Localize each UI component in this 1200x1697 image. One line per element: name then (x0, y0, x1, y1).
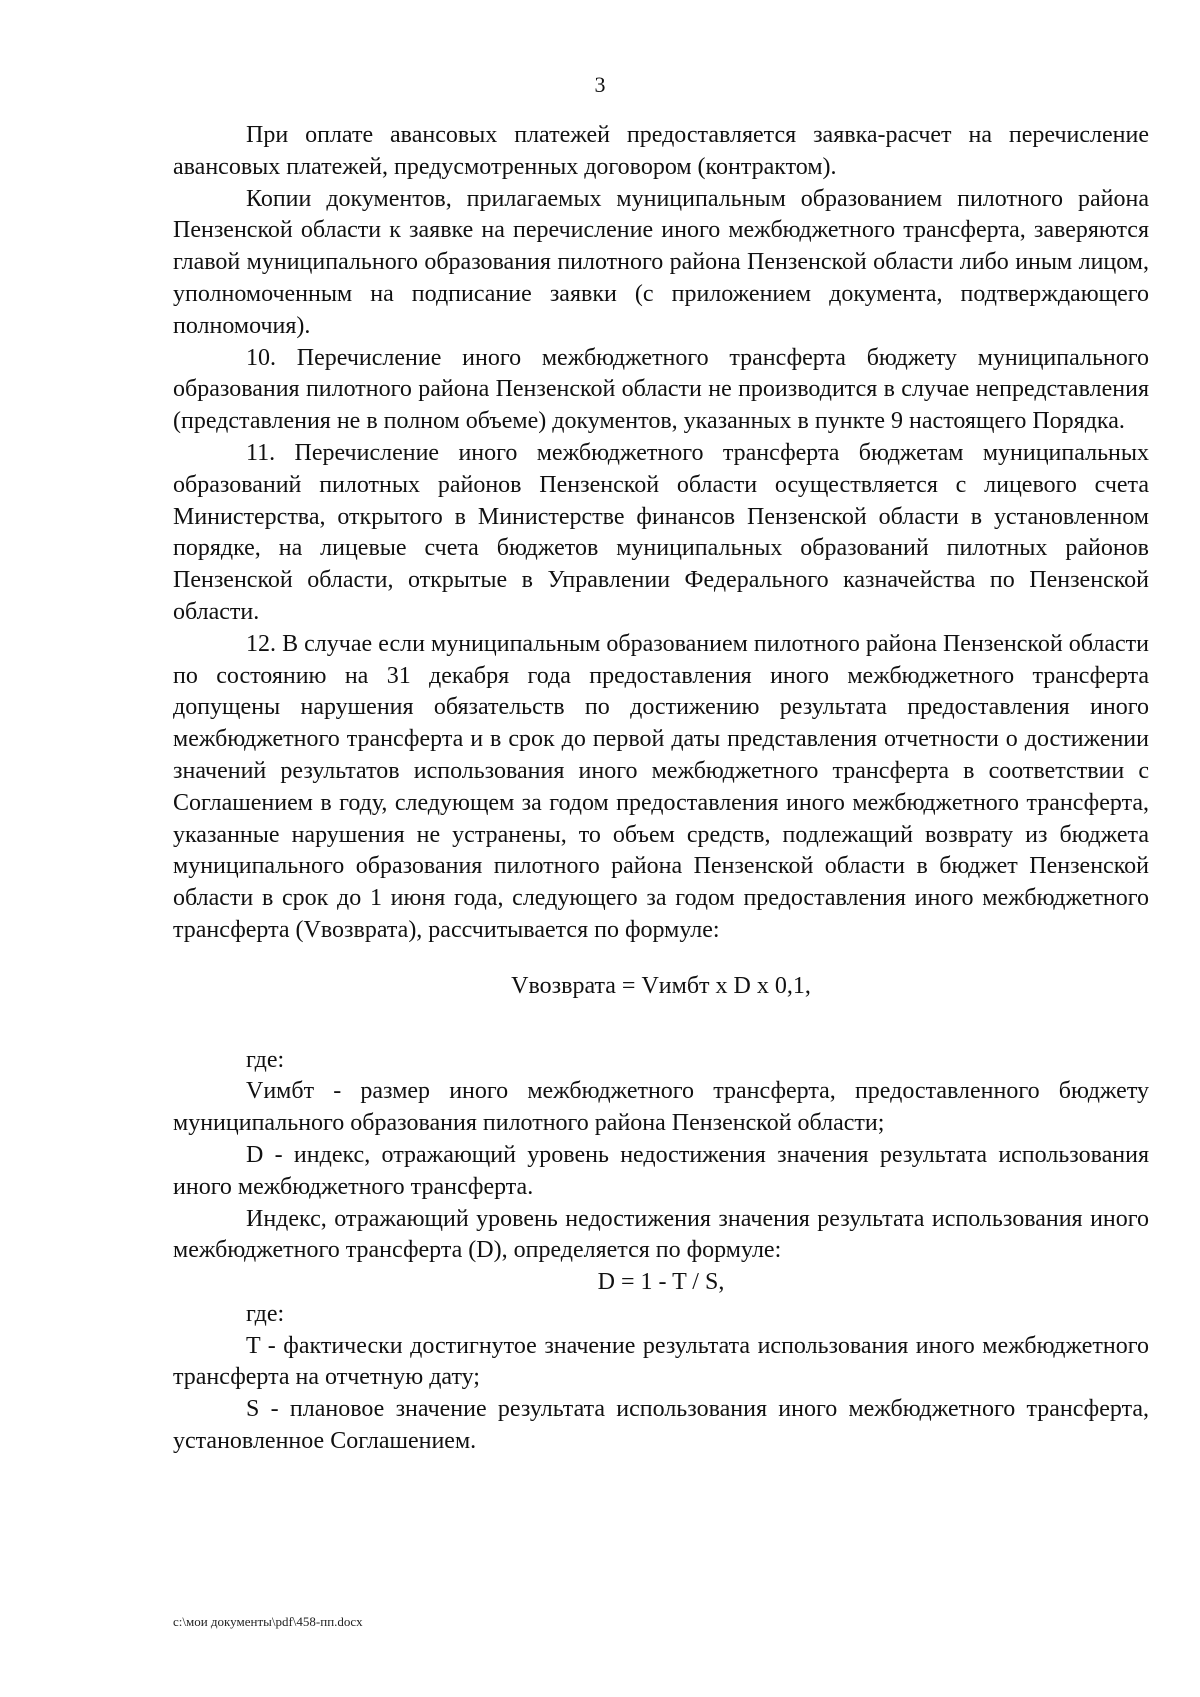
definition-d-index: D - индекс, отражающий уровень недостижения значения результата использования иного межбюджетного трансферта. (173, 1141, 1149, 1200)
paragraph-item-10: 10. Перечисление иного межбюджетного трансферта бюджету муниципального образования пилотного района Пензенской области не производится в случае непредставления (представления не в полном объеме) документов, указанных в пункте 9 настоящего Порядка. (173, 344, 1149, 435)
page-number: 3 (594, 72, 606, 97)
paragraph-item-12: 12. В случае если муниципальным образованием пилотного района Пензенской области по состоянию на 31 декабря года предоставления иного межбюджетного трансферта допущены нарушения обязательств по достижению результата предоставления иного межбюджетного трансферта и в срок до первой даты представления отчетности о достижении значений результатов использования иного межбюджетного трансферта в соответствии с Соглашением в году, следующем за годом предоставления иного межбюджетного трансферта, указанные нарушения не устранены, то объем средств, подлежащий возврату из бюджета муниципального образования пилотного района Пензенской области в бюджет Пензенской области в срок до 1 июня года, следующего за годом предоставления иного межбюджетного трансферта (Vвозврата), рассчитывается по формуле: (173, 630, 1149, 943)
definition-s-planned: S - плановое значение результата использования иного межбюджетного трансферта, установленное Соглашением. (173, 1396, 1149, 1455)
paragraph-advance-payments: При оплате авансовых платежей предоставляется заявка-расчет на перечисление авансовых платежей, предусмотренных договором (контрактом). (173, 122, 1149, 180)
formula-index-d: D = 1 - T / S, (597, 1269, 725, 1296)
formula-refund: Vвозврата = Vимбт x D x 0,1, (511, 972, 811, 999)
paragraph-item-11: 11. Перечисление иного межбюджетного трансферта бюджетам муниципальных образований пилотных районов Пензенской области осуществляется с лицевого счета Министерства, открытого в Министерстве финансов Пензенской области в установленном порядке, на лицевые счета бюджетов муниципальных образований пилотных районов Пензенской области, открытые в Управлении Федерального казначейства по Пензенской области. (173, 439, 1149, 625)
document-body (173, 120, 1149, 1458)
paragraph-index-formula-intro: Индекс, отражающий уровень недостижения значения результата использования иного межбюджетного трансферта (D), определяется по формуле: (173, 1205, 1149, 1264)
where-label-1: где: (246, 1046, 285, 1073)
definition-t-actual: T - фактически достигнутое значение результата использования иного межбюджетного трансферта на отчетную дату; (173, 1332, 1149, 1391)
definition-v-imbt: Vимбт - размер иного межбюджетного трансферта, предоставленного бюджету муниципального образования пилотного района Пензенской области; (173, 1078, 1149, 1137)
where-label-2: где: (246, 1300, 285, 1327)
paragraph-document-copies: Копии документов, прилагаемых муниципальным образованием пилотного района Пензенской области к заявке на перечисление иного межбюджетного трансферта, заверяются главой муниципального образования пилотного района Пензенской области либо иным лицом, уполномоченным на подписание заявки (с приложением документа, подтверждающего полномочия). (173, 185, 1149, 339)
footer-file-path: c:\мои документы\pdf\458-пп.docx (173, 1614, 363, 1629)
